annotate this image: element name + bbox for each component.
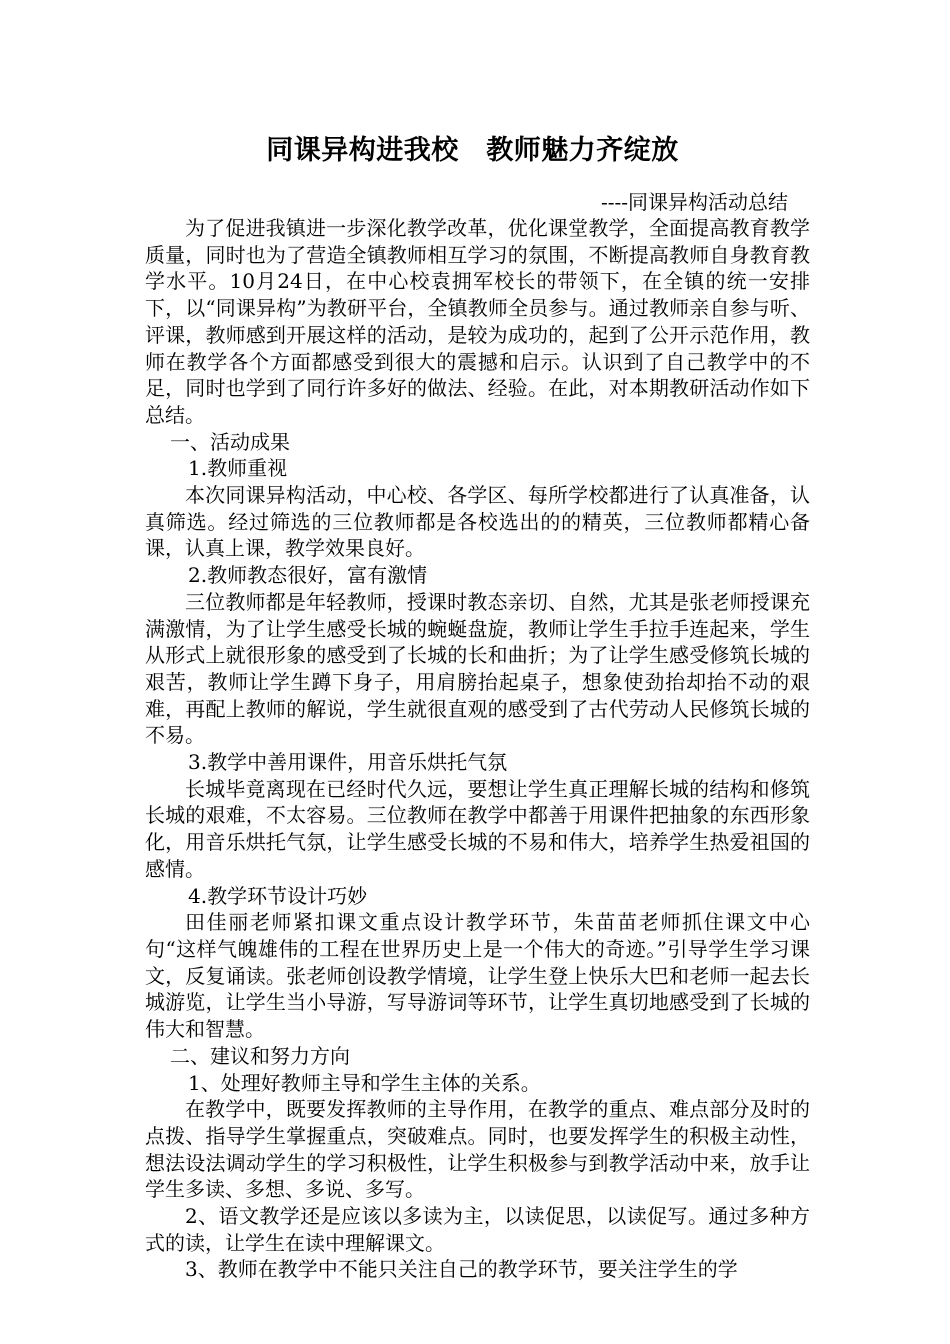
item-heading: 3.教学中善用课件，用音乐烘托气氛 (188, 750, 508, 775)
item-paragraph: 田佳丽老师紧扣课文重点设计教学环节，朱苗苗老师抓住课文中心句“这样气魄雄伟的工程在世界历史上是一个伟大的奇迹。”引导学生学习课文，反复诵读。张老师创设教学情境，让学生登上快乐大巴和老师一起去长城游览，让学生当小导游，写导游词等环节，让学生真切地感受到了长城的伟大和智慧。 (145, 910, 810, 1042)
intro-paragraph: 为了促进我镇进一步深化教学改革，优化课堂教学，全面提高教育教学质量，同时也为了营造全镇教师相互学习的氛围，不断提高教师自身教育教学水平。10月24日，在中心校袁拥军校长的带领下，在全镇的统一安排下，以“同课异构”为教研平台，全镇教师全员参与。通过教师亲自参与听、评课，教师感到开展这样的活动，是较为成功的，起到了公开示范作用，教师在教学各个方面都感受到很大的震撼和启示。认识到了自己教学中的不足，同时也学到了同行许多好的做法、经验。在此，对本期教研活动作如下总结。 (145, 216, 810, 427)
item-paragraph: 2、语文教学还是应该以多读为主，以读促思，以读促写。通过多种方式的读，让学生在读中理解课文。 (145, 1204, 810, 1255)
section-heading-results: 一、活动成果 (170, 429, 290, 454)
item-paragraph: 长城毕竟离现在已经时代久远，要想让学生真正理解长城的结构和修筑长城的艰难，不太容易。三位教师在教学中都善于用课件把抽象的东西形象化，用音乐烘托气氛，让学生感受长城的不易和伟大，培养学生热爱祖国的感情。 (145, 776, 810, 881)
item-heading: 1、处理好教师主导和学生主体的关系。 (188, 1070, 541, 1095)
item-heading: 4.教学环节设计巧妙 (188, 883, 368, 908)
document-page (145, 128, 810, 1283)
item-heading: 1.教师重视 (188, 456, 288, 481)
document-title: 同课异构进我校 教师魅力齐绽放 (266, 135, 679, 166)
item-paragraph: 3、教师在教学中不能只关注自己的教学环节，要关注学生的学 (185, 1257, 738, 1282)
item-paragraph: 本次同课异构活动，中心校、各学区、每所学校都进行了认真准备，认真筛选。经过筛选的三位教师都是各校选出的的精英，三位教师都精心备课，认真上课，教学效果良好。 (145, 483, 810, 561)
item-heading: 2.教师教态很好，富有激情 (188, 563, 428, 588)
item-paragraph: 在教学中，既要发挥教师的主导作用，在教学的重点、难点部分及时的点拨、指导学生掌握重点，突破难点。同时，也要发挥学生的积极主动性，想法设法调动学生的学习积极性，让学生积极参与到教学活动中来，放手让学生多读、多想、多说、多写。 (145, 1097, 810, 1202)
document-subtitle: ----同课异构活动总结 (600, 190, 788, 214)
item-paragraph: 三位教师都是年轻教师，授课时教态亲切、自然，尤其是张老师授课充满激情，为了让学生感受长城的蜿蜒盘旋，教师让学生手拉手连起来，学生从形式上就很形象的感受到了长城的长和曲折；为了让学生感受修筑长城的艰苦，教师让学生蹲下身子，用肩膀抬起桌子，想象使劲抬却抬不动的艰难，再配上教师的解说，学生就很直观的感受到了古代劳动人民修筑长城的不易。 (145, 589, 810, 748)
section-heading-suggestions: 二、建议和努力方向 (170, 1043, 350, 1068)
